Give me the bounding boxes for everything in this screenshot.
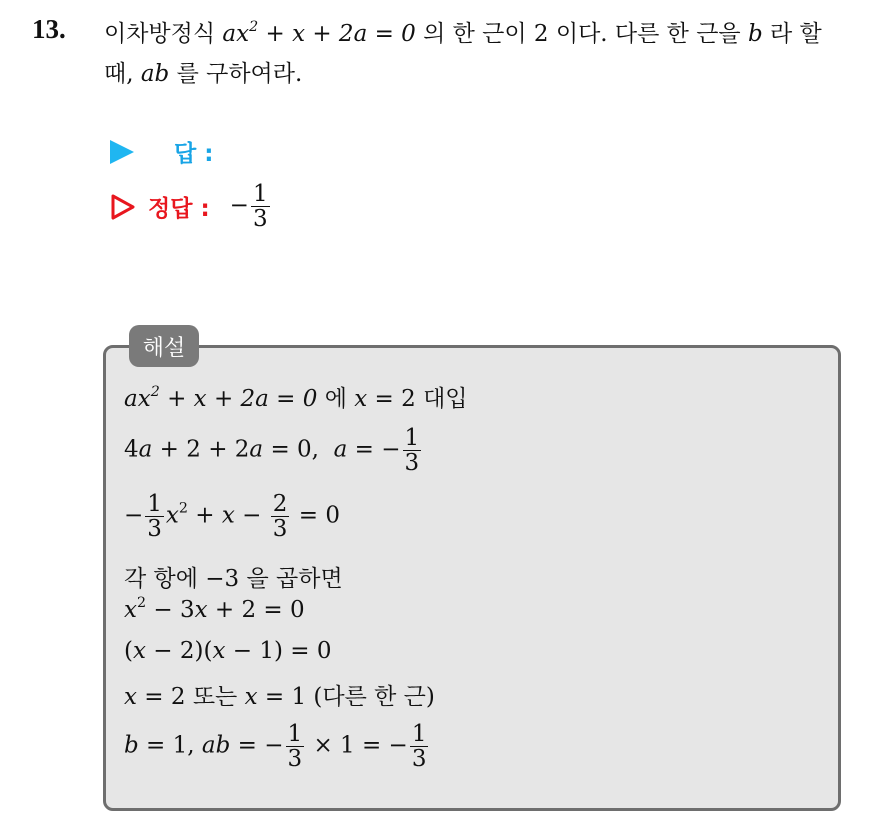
question-number: 13. [32,14,66,44]
question-intro: 이차방정식 [104,21,216,47]
solution-step-6: (x − 2)(x − 1) = 0 [124,638,332,664]
question-text [104,14,864,94]
play-icon [110,140,134,164]
play-outline-icon [110,193,136,221]
answer-label: 답 : [174,141,214,167]
question-line-2 [104,54,864,94]
solution-step-1: $ax^2 + x + 2a = 0$ 에 x = 2 대입 [124,384,468,412]
correct-answer-value: − $\frac{1}{3}$ [229,181,268,233]
solution-tag: 해설 [129,325,199,367]
solution-step-2: 4a + 2 + 2a = 0, a = − $\frac{1}{3}$ [124,425,420,477]
equation: $ax^2 + x + 2a = 0$ [222,19,416,47]
question-line-1 [104,14,864,54]
solution-step-4: 각 항에 −3 을 곱하면 [124,566,343,592]
solution-step-7: x = 2 또는 x = 1 (다른 한 근) [124,684,435,710]
question-condition: 의 한 근이 2 이다. 다른 한 근을 [423,21,741,47]
question-continuation: 라 할 [770,21,822,47]
answer-row [110,135,213,168]
question-when: 때, [104,61,134,87]
question-request: 를 구하여라. [176,61,303,87]
variable-ab: ab [140,61,170,87]
solution-step-5: $x^2 - 3x + 2 = 0$ [124,595,305,623]
variable-b: b [747,21,763,47]
solution-step-3: − $\frac{1}{3}$ $x^2 + x$ − $\frac{2}{3}$ = 0 [124,491,340,543]
correct-answer-row [110,182,272,231]
solution-step-8: b = 1, ab = − $\frac{1}{3}$ × 1 = − $\frac{1}{3}$ [124,721,427,773]
correct-answer-label: 정답 : [148,196,210,223]
